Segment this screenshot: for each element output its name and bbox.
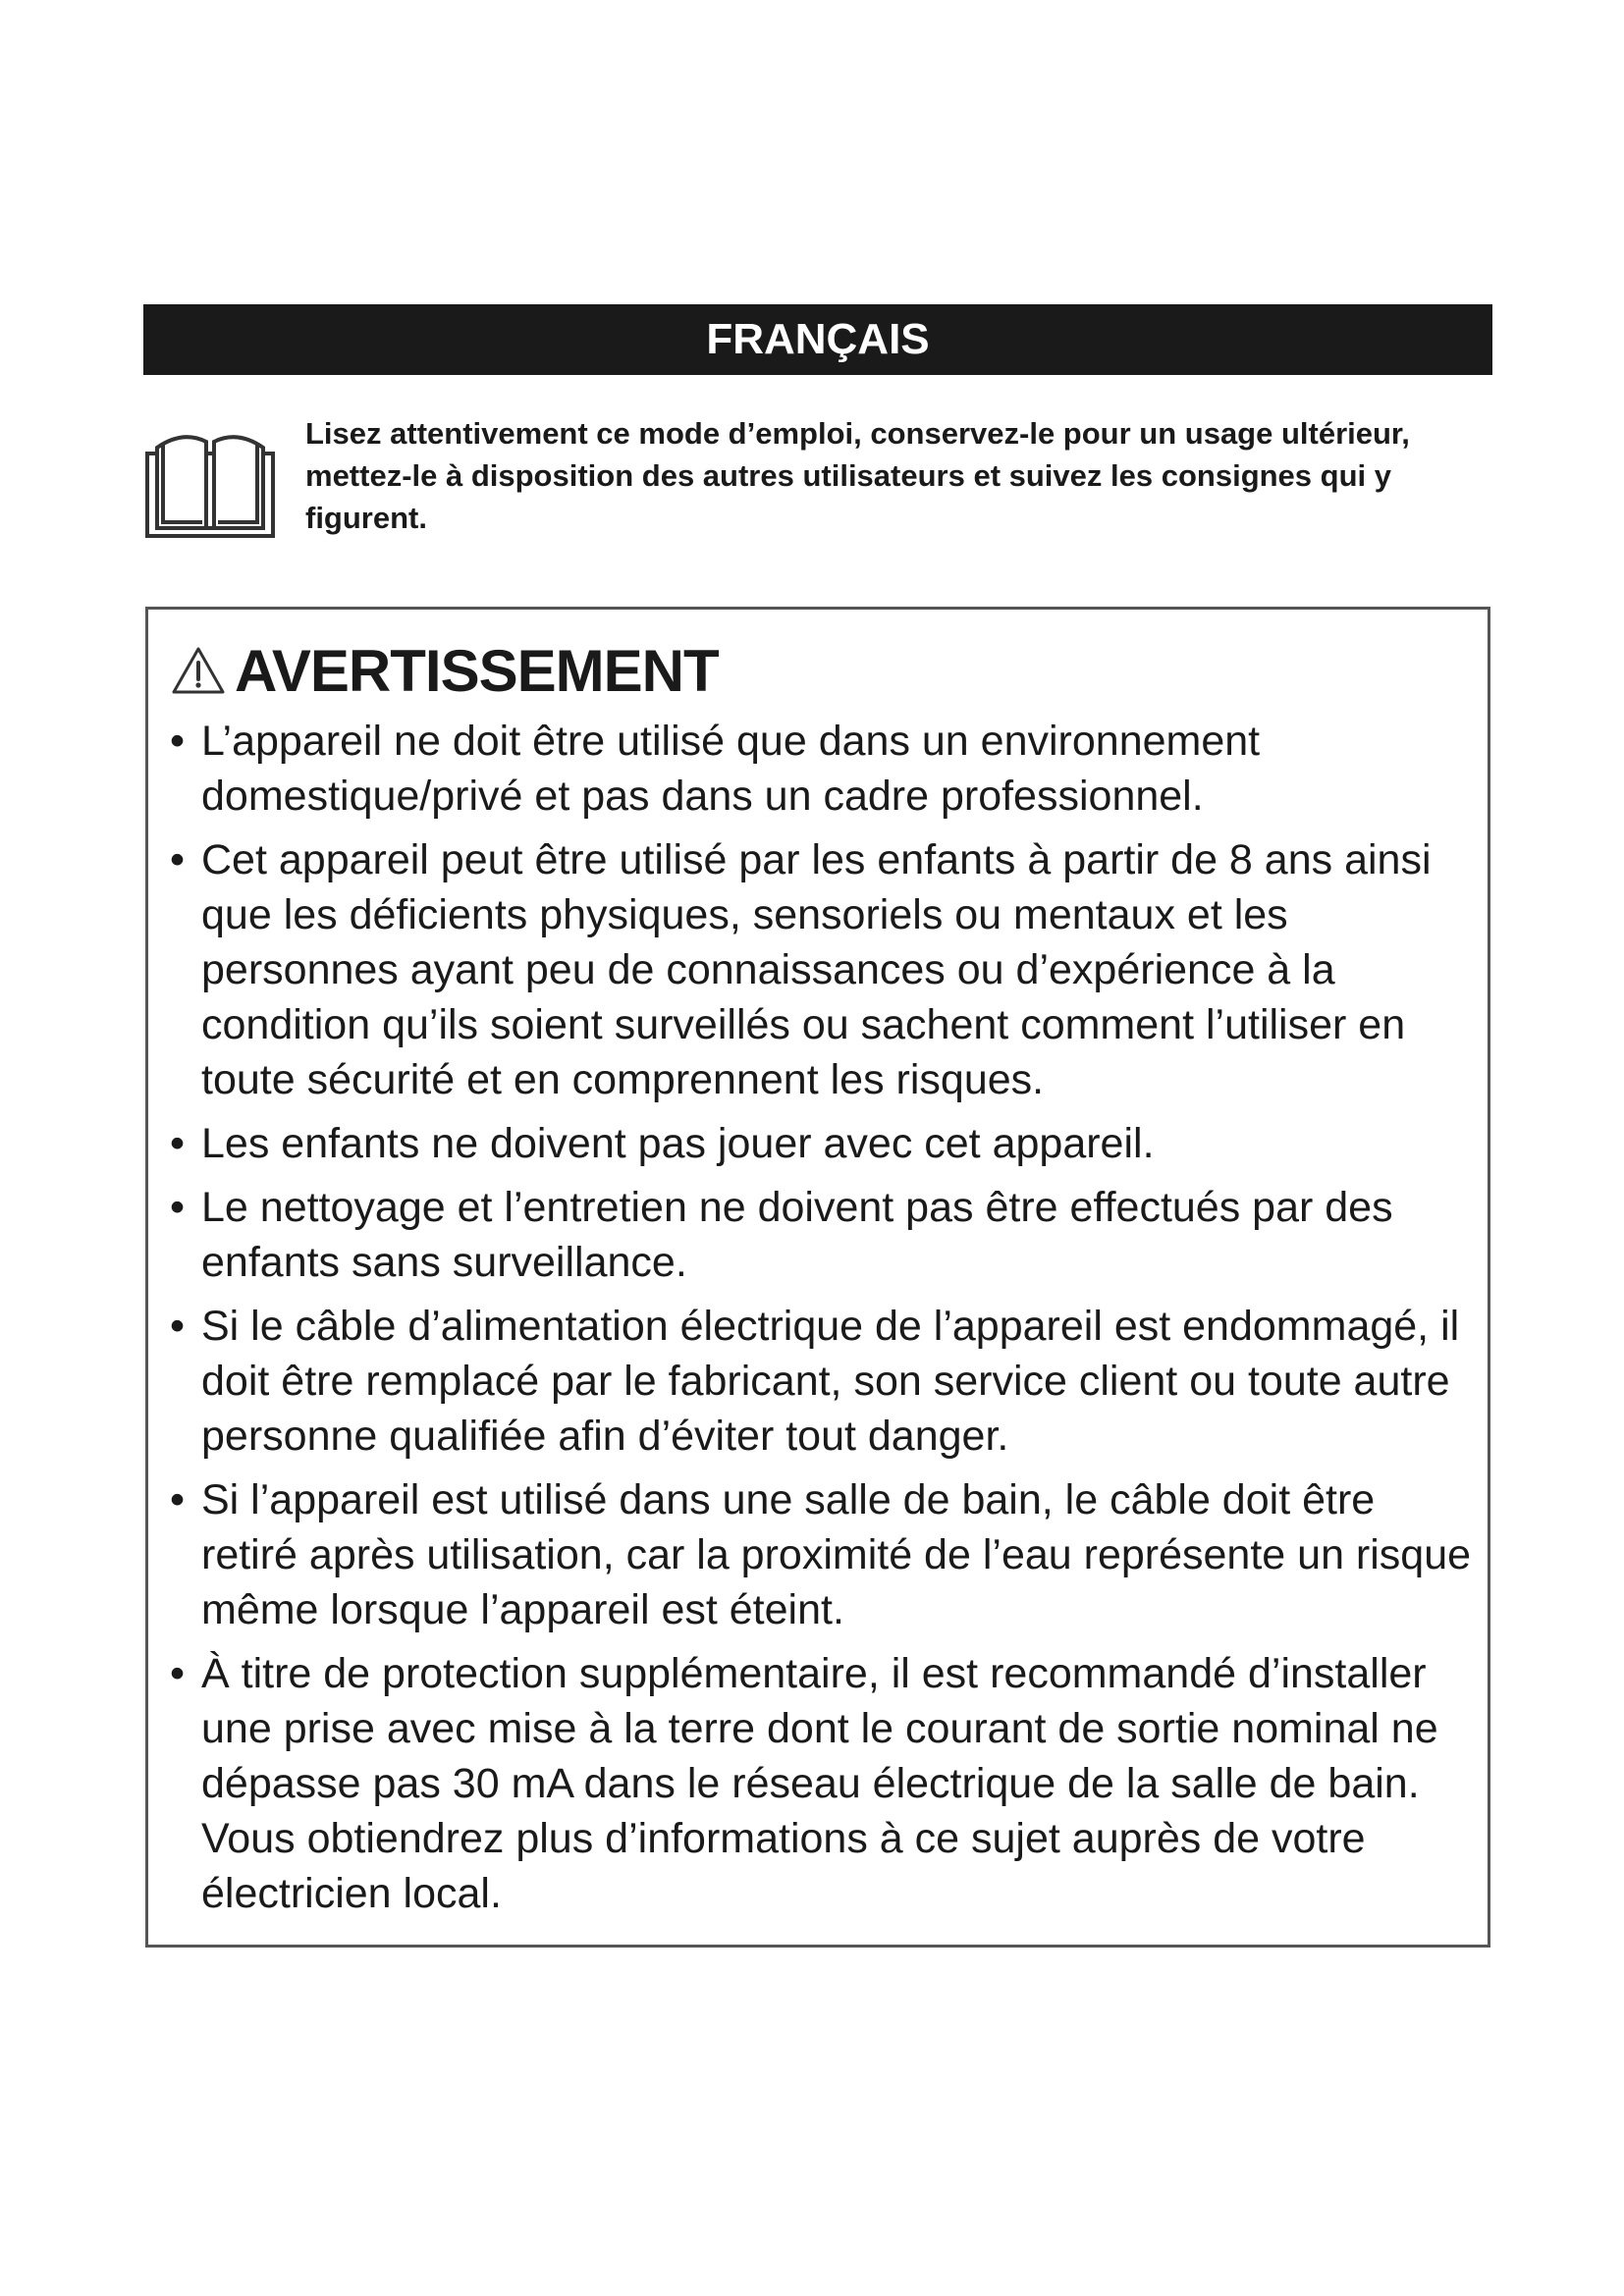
intro-text: Lisez attentivement ce mode d’emploi, conservez-le pour un usage ultérieur, mettez-le à disposition des autres utilisateurs et suivez les consignes qui y figurent.: [305, 416, 1410, 535]
warning-item: [162, 714, 1478, 824]
warning-box: [145, 607, 1490, 1948]
intro-section: [143, 412, 1492, 540]
bullet: •: [170, 1476, 186, 1523]
warning-list: [162, 714, 1478, 1930]
bullet: •: [170, 1184, 186, 1231]
warning-item-text: Les enfants ne doivent pas jouer avec cet appareil.: [201, 1120, 1155, 1167]
warning-item-text: L’appareil ne doit être utilisé que dans un environnement domestique/privé et pas dans un cadre professionnel.: [201, 718, 1261, 820]
book-icon: [143, 420, 277, 540]
bullet: •: [170, 836, 186, 883]
warning-item: [162, 832, 1478, 1107]
warning-item: [162, 1472, 1478, 1637]
warning-item: [162, 1299, 1478, 1464]
warning-item: [162, 1646, 1478, 1921]
warning-triangle-icon: [170, 645, 227, 696]
warning-item-text: Le nettoyage et l’entretien ne doivent pas être effectués par des enfants sans surveillance.: [201, 1184, 1393, 1286]
warning-title: AVERTISSEMENT: [235, 637, 719, 704]
warning-item-text: Si l’appareil est utilisé dans une salle de bain, le câble doit être retiré après utilisation, car la proximité de l’eau représente un risque même lorsque l’appareil est éteint.: [201, 1476, 1472, 1633]
bullet: •: [170, 1120, 186, 1167]
bullet: •: [170, 718, 186, 765]
bullet: •: [170, 1303, 186, 1350]
warning-item-text: Si le câble d’alimentation électrique de l’appareil est endommagé, il doit être remplacé par le fabricant, son service client ou toute autre personne qualifiée afin d’éviter tout danger.: [201, 1303, 1460, 1460]
language-header: FRANÇAIS: [143, 304, 1492, 375]
warning-item: [162, 1180, 1478, 1290]
warning-item-text: À titre de protection supplémentaire, il est recommandé d’installer une prise avec mise à la terre dont le courant de sortie nominal ne dépasse pas 30 mA dans le réseau électrique de la salle de bain. Vous obtiendrez plus d’informations à ce sujet auprès de votre électricien local.: [201, 1650, 1438, 1917]
warning-header: [170, 631, 719, 710]
warning-item-text: Cet appareil peut être utilisé par les enfants à partir de 8 ans ainsi que les déficients physiques, sensoriels ou mentaux et les personnes ayant peu de connaissances ou d’expérience à la condition qu’ils soient surveillés ou sachent comment l’utiliser en toute sécurité et en comprennent les risques.: [201, 836, 1432, 1103]
warning-item: [162, 1116, 1478, 1171]
bullet: •: [170, 1650, 186, 1697]
